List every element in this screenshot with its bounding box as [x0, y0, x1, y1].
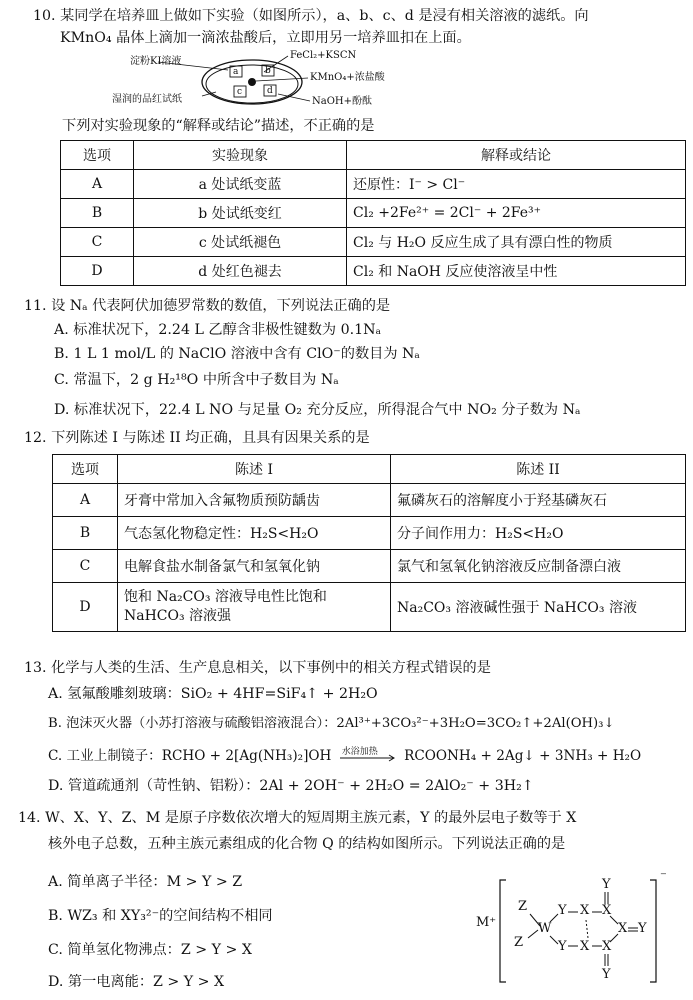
compound-q-structure [470, 868, 680, 996]
q11-option-a: A. 标准状况下，2.24 L 乙醇含非极性键数为 0.1Nₐ [54, 322, 382, 338]
atom-y: Y [558, 903, 567, 918]
table-cell: Cl₂ +2Fe²⁺ = 2Cl⁻ + 2Fe³⁺ [347, 199, 686, 228]
q13-option-c-reactants: C. 工业上制镜子：RCHO + 2[Ag(NH₃)₂]OH [48, 748, 332, 764]
table-cell [118, 583, 391, 632]
table-cell: D [53, 583, 118, 632]
table-row [61, 257, 686, 286]
table-row [53, 517, 686, 550]
spot-b: b [265, 66, 271, 76]
table-cell: B [61, 199, 134, 228]
table-cell: Cl₂ 与 H₂O 反应生成了具有漂白性的物质 [347, 228, 686, 257]
q13-option-c [48, 746, 641, 766]
table-row [61, 170, 686, 199]
table-cell: B [53, 517, 118, 550]
table-cell: 分子间作用力：H₂S<H₂O [391, 517, 686, 550]
table-cell: 牙膏中常加入含氟物质预防龋齿 [118, 484, 391, 517]
reaction-arrow [336, 746, 400, 766]
table-row [53, 550, 686, 583]
q14-option-d: D. 第一电离能：Z > Y > X [48, 974, 225, 990]
atom-z: Z [518, 899, 528, 914]
arrow-condition: 水浴加热 [341, 747, 378, 757]
table-cell: 氯气和氢氧化钠溶液反应制备漂白液 [391, 550, 686, 583]
q13-option-d: D. 管道疏通剂（苛性钠、铝粉）：2Al + 2OH⁻ + 2H₂O = 2AlO₂⁻ + 3H₂↑ [48, 778, 534, 794]
q10-table [60, 140, 686, 286]
label-kmno4-hcl: KMnO₄+浓盐酸 [310, 72, 385, 83]
table-cell: D [61, 257, 134, 286]
row-d-line2: NaHCO₃ 溶液强 [124, 608, 232, 624]
table-cell: a 处试纸变蓝 [134, 170, 347, 199]
q13-option-c-products: RCOONH₄ + 2Ag↓ + 3NH₃ + H₂O [404, 748, 642, 764]
table-cell: 还原性：I⁻ > Cl⁻ [347, 170, 686, 199]
q14-stem-line2: 核外电子总数，五种主族元素组成的化合物 Q 的结构如图所示。下列说法正确的是 [48, 836, 566, 852]
q14-stem-line1: 14. W、X、Y、Z、M 是原子序数依次增大的短周期主族元素，Y 的最外层电子数等于 X [18, 810, 577, 826]
table-header: 陈述 I [118, 455, 391, 484]
table-cell: C [53, 550, 118, 583]
table-cell: Na₂CO₃ 溶液碱性强于 NaHCO₃ 溶液 [391, 583, 686, 632]
spot-a: a [233, 67, 239, 77]
atom-x: X [602, 903, 612, 918]
table-header: 解释或结论 [347, 141, 686, 170]
atom-y: Y [602, 967, 611, 982]
table-header: 陈述 II [391, 455, 686, 484]
table-cell: 电解食盐水制备氯气和氢氧化钠 [118, 550, 391, 583]
atom-x: X [580, 903, 590, 918]
atom-x: X [602, 939, 612, 954]
anion-charge: ⁻ [660, 869, 667, 884]
q14-option-b: B. WZ₃ 和 XY₃²⁻的空间结构不相同 [48, 908, 273, 924]
table-header: 选项 [53, 455, 118, 484]
q11-option-c: C. 常温下，2 g H₂¹⁸O 中所含中子数目为 Nₐ [54, 372, 339, 388]
q11-option-d: D. 标准状况下，22.4 L NO 与足量 O₂ 充分反应，所得混合气中 NO₂ 分子数为 Nₐ [54, 402, 581, 418]
q11-option-b: B. 1 L 1 mol/L 的 NaClO 溶液中含有 ClO⁻的数目为 Nₐ [54, 346, 420, 362]
spot-d: d [267, 86, 273, 96]
table-cell: b 处试纸变红 [134, 199, 347, 228]
table-cell: c 处试纸褪色 [134, 228, 347, 257]
table-cell: Cl₂ 和 NaOH 反应使溶液呈中性 [347, 257, 686, 286]
q10-stem-line1: 10. 某同学在培养皿上做如下实验（如图所示），a、b、c、d 是浸有相关溶液的滤纸。向 [33, 8, 589, 24]
cation-m: M⁺ [476, 915, 497, 930]
table-header-row [61, 141, 686, 170]
q13-stem: 13. 化学与人类的生活、生产息息相关，以下事例中的相关方程式错误的是 [24, 660, 491, 676]
q11-stem: 11. 设 Nₐ 代表阿伏加德罗常数的数值，下列说法正确的是 [24, 298, 391, 314]
q14-option-a: A. 简单离子半径：M > Y > Z [48, 874, 243, 890]
table-cell: d 处红色褪去 [134, 257, 347, 286]
table-cell: A [53, 484, 118, 517]
label-naoh-phenolphthalein: NaOH+酚酞 [312, 96, 373, 107]
q10-prompt: 下列对实验现象的“解释或结论”描述，不正确的是 [62, 118, 375, 134]
q13-option-b: B. 泡沫灭火器（小苏打溶液与硫酸铝溶液混合）：2Al³⁺+3CO₃²⁻+3H₂O=3CO₂↑+2Al(OH)₃↓ [48, 716, 615, 731]
q12-table [52, 454, 686, 632]
atom-z: Z [514, 935, 524, 950]
atom-x: X [618, 921, 628, 936]
table-row [61, 199, 686, 228]
label-fecl2-kscn: FeCl₂+KSCN [290, 50, 357, 61]
atom-y: Y [638, 921, 647, 936]
label-wet-paper: 湿润的品红试纸 [112, 94, 182, 105]
table-header: 选项 [61, 141, 134, 170]
table-row [53, 484, 686, 517]
table-cell: 气态氢化物稳定性：H₂S<H₂O [118, 517, 391, 550]
table-row [61, 228, 686, 257]
q10-stem-line2: KMnO₄ 晶体上滴加一滴浓盐酸后，立即用另一培养皿扣在上面。 [60, 30, 471, 46]
q12-stem: 12. 下列陈述 I 与陈述 II 均正确，且具有因果关系的是 [24, 430, 370, 446]
table-header-row [53, 455, 686, 484]
label-starch-ki: 淀粉KI溶液 [130, 56, 182, 67]
q14-option-c: C. 简单氢化物沸点：Z > Y > X [48, 942, 253, 958]
q13-option-a: A. 氢氟酸雕刻玻璃：SiO₂ + 4HF=SiF₄↑ + 2H₂O [48, 686, 378, 702]
atom-y: Y [558, 939, 567, 954]
atom-w: W [538, 921, 552, 936]
row-d-line1: 饱和 Na₂CO₃ 溶液导电性比饱和 [124, 589, 327, 605]
table-cell: A [61, 170, 134, 199]
table-row [53, 583, 686, 632]
table-cell: 氟磷灰石的溶解度小于羟基磷灰石 [391, 484, 686, 517]
table-cell: C [61, 228, 134, 257]
atom-x: X [580, 939, 590, 954]
atom-y: Y [602, 877, 611, 892]
petri-dish-figure [100, 48, 385, 112]
table-header: 实验现象 [134, 141, 347, 170]
spot-c: c [237, 87, 243, 97]
